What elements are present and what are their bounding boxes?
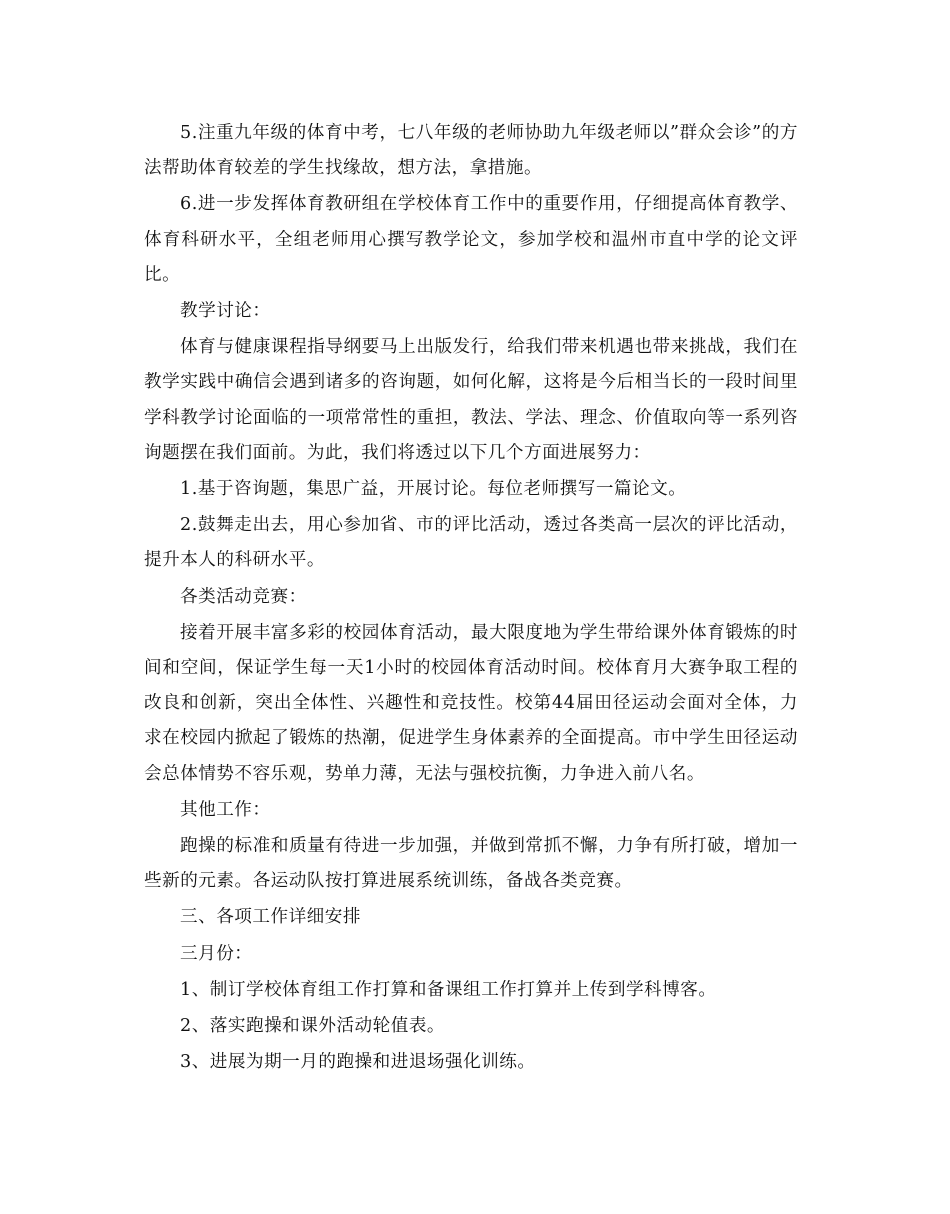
paragraph-discussion-item-2: 2.鼓舞走出去，用心参加省、市的评比活动，透过各类高一层次的评比活动，提升本人的科研水平。 bbox=[144, 515, 798, 571]
paragraph-march-item-2: 2、落实跑操和课外活动轮值表。 bbox=[180, 1016, 446, 1037]
paragraph-item-6: 6.进一步发挥体育教研组在学校体育工作中的重要作用，仔细提高体育教学、体育科研水平，全组老师用心撰写教学论文，参加学校和温州市直中学的论文评比。 bbox=[144, 194, 798, 285]
paragraph-march-item-1: 1、制订学校体育组工作打算和备课组工作打算并上传到学科博客。 bbox=[180, 979, 717, 1000]
document-body bbox=[144, 116, 798, 1081]
section-heading-teaching-discussion: 教学讨论： bbox=[180, 301, 271, 322]
paragraph-teaching-discussion: 体育与健康课程指导纲要马上出版发行，给我们带来机遇也带来挑战，我们在教学实践中确信会遇到诸多的咨询题，如何化解，这将是今后相当长的一段时间里学科教学讨论面临的一项常常性的重担，教法、学法、理念、价值取向等一系列咨询题摆在我们面前。为此，我们将透过以下几个方面进展努力： bbox=[144, 337, 798, 463]
paragraph-discussion-item-1: 1.基于咨询题，集思广益，开展讨论。每位老师撰写一篇论文。 bbox=[180, 479, 687, 500]
paragraph-activities: 接着开展丰富多彩的校园体育活动，最大限度地为学生带给课外体育锻炼的时间和空间，保证学生每一天1小时的校园体育活动时间。校体育月大赛争取工程的改良和创新，突出全体性、兴趣性和竞技性。校第44届田径运动会面对全体，力求在校园内掀起了锻炼的热潮，促进学生身体素养的全面提高。市中学生田径运动会总体情势不容乐观，势单力薄，无法与强校抗衡，力争进入前八名。 bbox=[144, 622, 798, 784]
paragraph-march-item-3: 3、进展为期一月的跑操和进退场强化训练。 bbox=[180, 1052, 536, 1073]
paragraph-item-5: 5.注重九年级的体育中考，七八年级的老师协助九年级老师以”群众会诊”的方法帮助体育较差的学生找缘故，想方法，拿措施。 bbox=[144, 123, 798, 179]
paragraph-other-work: 跑操的标准和质量有待进一步加强，并做到常抓不懈，力争有所打破，增加一些新的元素。各运动队按打算进展系统训练，备战各类竞赛。 bbox=[144, 836, 798, 892]
section-heading-activities: 各类活动竞赛： bbox=[180, 586, 307, 607]
section-heading-other-work: 其他工作： bbox=[180, 799, 271, 820]
section-heading-march: 三月份： bbox=[180, 943, 253, 964]
section-heading-arrangements: 三、各项工作详细安排 bbox=[180, 907, 361, 928]
